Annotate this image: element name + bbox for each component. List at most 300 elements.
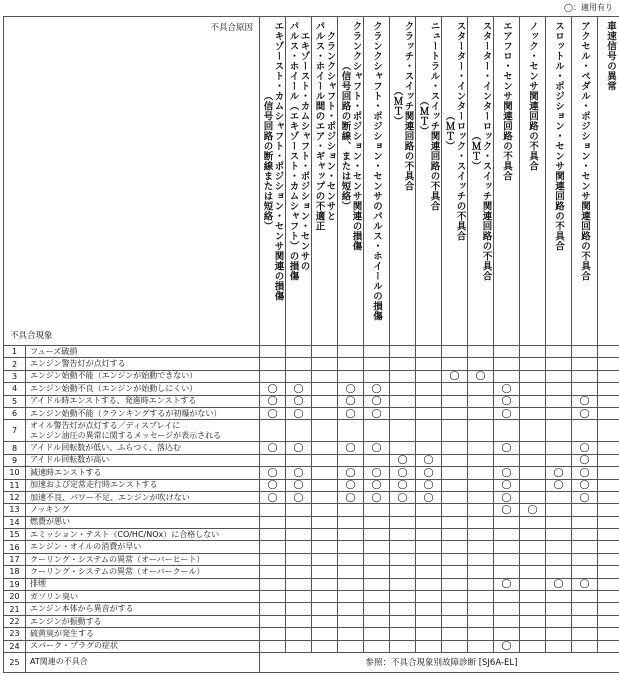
applicability-cell (416, 407, 442, 419)
applicability-cell (390, 628, 416, 640)
applicability-cell (416, 346, 442, 358)
applicability-cell (520, 383, 546, 395)
applicability-cell (260, 504, 286, 516)
symptom-name: フューズ破損 (26, 346, 260, 358)
table-row (4, 541, 619, 553)
applicable-mark: ◯ (371, 396, 382, 407)
applicability-cell (416, 395, 442, 407)
applicability-cell (364, 491, 390, 503)
applicability-cell (468, 553, 494, 565)
symptom-name: エンジン警告灯が点灯する (26, 358, 260, 370)
applicability-cell (390, 566, 416, 578)
row-number: 5 (4, 395, 26, 407)
row-number: 4 (4, 383, 26, 395)
applicable-mark: ◯ (345, 383, 356, 394)
applicability-cell (468, 370, 494, 382)
applicability-cell (286, 640, 312, 652)
applicability-cell (442, 358, 468, 370)
table-row (4, 407, 619, 419)
applicable-mark: ◯ (293, 443, 304, 454)
table-corner (4, 17, 260, 346)
applicable-mark: ◯ (293, 492, 304, 503)
applicable-mark: ◯ (423, 455, 434, 466)
applicability-cell (520, 504, 546, 516)
applicability-cell (286, 420, 312, 442)
applicability-cell (416, 491, 442, 503)
applicability-cell (312, 346, 338, 358)
applicability-cell (442, 395, 468, 407)
cause-column-label: エキゾースト・カムシャフト・ポジション・センサの パルス・ホイール（エキゾースト・カムシャフト）の損傷 (287, 21, 310, 281)
row-number: 17 (4, 553, 26, 565)
applicability-cell (520, 591, 546, 603)
applicability-cell (312, 442, 338, 454)
applicability-cell (286, 370, 312, 382)
table-row (4, 529, 619, 541)
applicability-cell (598, 407, 619, 419)
applicability-cell (572, 420, 598, 442)
applicability-cell (338, 407, 364, 419)
applicable-mark: ◯ (501, 467, 512, 478)
table-row (4, 479, 619, 491)
applicability-cell (390, 383, 416, 395)
applicable-mark: ◯ (579, 492, 590, 503)
applicability-cell (572, 407, 598, 419)
applicability-cell (494, 628, 520, 640)
applicability-cell (546, 467, 572, 479)
table-row (4, 395, 619, 407)
applicability-cell (260, 407, 286, 419)
cause-column-header (364, 17, 390, 346)
applicability-cell (338, 491, 364, 503)
applicability-cell (286, 615, 312, 627)
row-number: 23 (4, 628, 26, 640)
applicable-mark: ◯ (579, 455, 590, 466)
applicability-cell (338, 370, 364, 382)
cause-column-header (520, 17, 546, 346)
applicability-cell (572, 640, 598, 652)
symptom-name: ノッキング (26, 504, 260, 516)
applicability-cell (442, 566, 468, 578)
applicability-cell (468, 479, 494, 491)
applicability-cell (286, 467, 312, 479)
applicability-cell (260, 383, 286, 395)
applicability-cell (520, 578, 546, 590)
table-row (4, 442, 619, 454)
applicability-cell (598, 566, 619, 578)
applicability-cell (312, 603, 338, 615)
applicability-cell (546, 420, 572, 442)
table-row (4, 640, 619, 652)
applicability-cell (572, 395, 598, 407)
applicable-mark: ◯ (501, 383, 512, 394)
applicability-cell (468, 395, 494, 407)
applicability-cell (312, 383, 338, 395)
applicability-cell (494, 395, 520, 407)
applicability-cell (364, 383, 390, 395)
symptom-name: 燃費が悪い (26, 516, 260, 528)
applicability-cell (286, 628, 312, 640)
applicability-cell (598, 603, 619, 615)
applicability-cell (416, 566, 442, 578)
applicability-cell (468, 454, 494, 466)
applicability-cell (416, 358, 442, 370)
applicability-cell (260, 640, 286, 652)
table-body (4, 346, 619, 673)
applicability-cell (338, 591, 364, 603)
applicability-cell (546, 383, 572, 395)
cause-column-header (416, 17, 442, 346)
applicable-mark: ◯ (397, 492, 408, 503)
applicability-cell (572, 370, 598, 382)
row-number: 9 (4, 454, 26, 466)
applicability-cell (598, 615, 619, 627)
applicability-cell (364, 479, 390, 491)
applicability-cell (390, 467, 416, 479)
applicability-cell (546, 628, 572, 640)
applicability-cell (598, 628, 619, 640)
applicability-cell (390, 591, 416, 603)
applicability-cell (416, 615, 442, 627)
applicability-cell (364, 370, 390, 382)
applicability-cell (286, 591, 312, 603)
applicability-cell (598, 395, 619, 407)
cause-column-label: スターター・インターロック・スイッチ関連回路の不具合 （ＭＴ） (469, 21, 492, 281)
applicability-cell (494, 541, 520, 553)
applicability-cell (312, 628, 338, 640)
applicability-cell (364, 358, 390, 370)
applicability-cell (494, 553, 520, 565)
applicability-cell (260, 615, 286, 627)
applicability-cell (494, 615, 520, 627)
row-number: 21 (4, 603, 26, 615)
applicability-cell (442, 615, 468, 627)
applicability-cell (260, 346, 286, 358)
applicability-cell (546, 591, 572, 603)
applicability-cell (494, 407, 520, 419)
applicability-cell (520, 346, 546, 358)
applicability-cell (390, 442, 416, 454)
applicability-cell (572, 553, 598, 565)
applicable-mark: ◯ (501, 408, 512, 419)
applicability-cell (494, 603, 520, 615)
applicability-cell (494, 591, 520, 603)
applicability-cell (260, 479, 286, 491)
applicability-cell (416, 640, 442, 652)
applicability-cell (364, 628, 390, 640)
applicable-mark: ◯ (475, 371, 486, 382)
applicability-cell (416, 591, 442, 603)
applicable-mark: ◯ (267, 492, 278, 503)
applicability-cell (390, 529, 416, 541)
applicability-cell (520, 628, 546, 640)
cause-column-header (442, 17, 468, 346)
applicability-cell (572, 516, 598, 528)
applicability-cell (546, 491, 572, 503)
applicability-cell (442, 454, 468, 466)
applicability-cell (338, 640, 364, 652)
applicable-mark: ◯ (345, 408, 356, 419)
applicability-cell (416, 479, 442, 491)
applicability-cell (312, 615, 338, 627)
applicability-cell (390, 395, 416, 407)
applicability-cell (442, 383, 468, 395)
applicability-cell (494, 370, 520, 382)
applicability-cell (494, 516, 520, 528)
applicability-cell (364, 420, 390, 442)
applicability-cell (312, 370, 338, 382)
applicability-cell (416, 467, 442, 479)
applicability-cell (260, 529, 286, 541)
applicability-cell (546, 370, 572, 382)
row-number: 18 (4, 566, 26, 578)
applicable-mark: ◯ (371, 492, 382, 503)
symptom-name: スパーク・プラグの症状 (26, 640, 260, 652)
applicability-cell (546, 407, 572, 419)
applicability-cell (312, 395, 338, 407)
applicability-cell (390, 504, 416, 516)
applicability-cell (338, 566, 364, 578)
applicability-cell (390, 603, 416, 615)
applicability-cell (390, 479, 416, 491)
applicability-cell (364, 504, 390, 516)
row-number: 10 (4, 467, 26, 479)
applicable-mark: ◯ (293, 396, 304, 407)
applicable-mark: ◯ (501, 504, 512, 515)
applicability-cell (260, 628, 286, 640)
applicability-cell (286, 541, 312, 553)
applicable-mark: ◯ (501, 396, 512, 407)
reference-note: 参照：不具合現象別故障診断 [SJ6A-EL] (260, 652, 619, 672)
table-row (4, 591, 619, 603)
applicability-cell (572, 454, 598, 466)
applicability-cell (338, 541, 364, 553)
applicable-mark: ◯ (579, 579, 590, 590)
applicable-mark: ◯ (267, 480, 278, 491)
applicability-cell (312, 591, 338, 603)
row-number: 11 (4, 479, 26, 491)
applicability-cell (416, 383, 442, 395)
applicability-cell (520, 529, 546, 541)
table-row (4, 491, 619, 503)
applicability-cell (338, 529, 364, 541)
symptom-name: 減速時エンストする (26, 467, 260, 479)
cause-column-label: クランクシャフト・ポジション・センサ関連の損傷 （信号回路の断線、または短絡） (339, 21, 362, 251)
table-row (4, 383, 619, 395)
applicable-mark: ◯ (345, 492, 356, 503)
applicability-cell (598, 467, 619, 479)
symptom-name: ガソリン臭い (26, 591, 260, 603)
symptom-name: 加速不良、パワー不足、エンジンが吹けない (26, 491, 260, 503)
table-row (4, 504, 619, 516)
applicable-mark: ◯ (293, 467, 304, 478)
symptom-name: エンジン本体から異音がする (26, 603, 260, 615)
applicable-mark: ◯ (267, 467, 278, 478)
applicability-cell (572, 615, 598, 627)
applicability-cell (390, 358, 416, 370)
symptom-name: オイル警告灯が点灯する／ディスプレイに エンジン油圧の異常に関するメッセージが表示される (26, 420, 260, 442)
applicability-cell (468, 640, 494, 652)
cause-column-header (390, 17, 416, 346)
table-row (4, 516, 619, 528)
applicability-cell (546, 603, 572, 615)
applicable-mark: ◯ (267, 396, 278, 407)
applicability-cell (286, 383, 312, 395)
applicability-cell (260, 578, 286, 590)
applicability-cell (468, 603, 494, 615)
applicability-cell (390, 407, 416, 419)
applicability-cell (598, 454, 619, 466)
applicability-cell (260, 553, 286, 565)
table-row (4, 603, 619, 615)
applicability-cell (338, 479, 364, 491)
applicability-cell (572, 358, 598, 370)
table-row (4, 566, 619, 578)
row-number: 15 (4, 529, 26, 541)
applicability-cell (520, 640, 546, 652)
table-row (4, 652, 619, 672)
applicability-cell (546, 566, 572, 578)
applicable-mark: ◯ (345, 396, 356, 407)
applicability-cell (416, 420, 442, 442)
applicability-cell (442, 603, 468, 615)
cause-column-label: スターター・インターロック・スイッチの不具合 （ＭＴ） (443, 21, 466, 241)
applicability-cell (416, 541, 442, 553)
applicability-cell (338, 346, 364, 358)
table-row (4, 628, 619, 640)
applicability-cell (312, 578, 338, 590)
applicability-cell (598, 578, 619, 590)
applicability-cell (520, 467, 546, 479)
applicability-cell (468, 467, 494, 479)
applicability-cell (572, 591, 598, 603)
applicability-cell (598, 591, 619, 603)
applicability-cell (442, 541, 468, 553)
applicability-cell (312, 407, 338, 419)
row-number: 3 (4, 370, 26, 382)
applicability-cell (546, 479, 572, 491)
cause-column-header (598, 17, 619, 346)
row-number: 1 (4, 346, 26, 358)
applicability-cell (442, 553, 468, 565)
applicable-mark: ◯ (371, 383, 382, 394)
applicability-cell (416, 454, 442, 466)
applicability-cell (338, 442, 364, 454)
applicability-cell (338, 603, 364, 615)
applicability-cell (494, 442, 520, 454)
row-number: 14 (4, 516, 26, 528)
applicability-cell (286, 504, 312, 516)
applicability-cell (338, 553, 364, 565)
applicability-cell (494, 454, 520, 466)
applicable-mark: ◯ (553, 480, 564, 491)
cause-column-label: アクセル・ペダル・ポジション・センサ関連回路の不具合 (579, 21, 590, 281)
cause-column-label: 車速信号の異常 (605, 21, 616, 91)
applicability-cell (598, 442, 619, 454)
applicable-mark: ◯ (371, 443, 382, 454)
applicability-cell (598, 541, 619, 553)
applicability-cell (494, 383, 520, 395)
applicability-cell (442, 370, 468, 382)
applicability-cell (468, 407, 494, 419)
applicable-mark: ◯ (579, 480, 590, 491)
applicability-cell (338, 504, 364, 516)
applicability-cell (598, 420, 619, 442)
applicability-cell (572, 491, 598, 503)
applicability-cell (364, 603, 390, 615)
applicable-mark: ◯ (579, 467, 590, 478)
row-number: 19 (4, 578, 26, 590)
applicability-cell (598, 516, 619, 528)
applicability-cell (520, 370, 546, 382)
applicable-mark: ◯ (267, 383, 278, 394)
applicability-cell (598, 504, 619, 516)
applicability-cell (364, 553, 390, 565)
symptom-name: エンジンが振動する (26, 615, 260, 627)
applicability-cell (546, 442, 572, 454)
applicability-cell (442, 407, 468, 419)
applicability-cell (390, 454, 416, 466)
applicability-cell (572, 346, 598, 358)
applicability-cell (520, 358, 546, 370)
applicable-mark: ◯ (501, 443, 512, 454)
cause-column-header (546, 17, 572, 346)
applicability-cell (546, 346, 572, 358)
applicability-cell (468, 383, 494, 395)
applicable-mark: ◯ (423, 480, 434, 491)
cause-column-header (494, 17, 520, 346)
applicability-cell (364, 395, 390, 407)
applicability-cell (546, 541, 572, 553)
applicability-cell (286, 346, 312, 358)
table-row (4, 346, 619, 358)
row-number: 13 (4, 504, 26, 516)
applicability-cell (572, 628, 598, 640)
applicability-cell (286, 442, 312, 454)
applicability-cell (312, 420, 338, 442)
applicability-cell (442, 420, 468, 442)
applicability-cell (260, 370, 286, 382)
applicability-cell (546, 578, 572, 590)
applicable-mark: ◯ (501, 579, 512, 590)
table-row (4, 578, 619, 590)
applicability-cell (260, 591, 286, 603)
applicability-cell (468, 420, 494, 442)
applicability-cell (520, 603, 546, 615)
table-row (4, 358, 619, 370)
applicability-cell (494, 566, 520, 578)
applicable-mark: ◯ (397, 455, 408, 466)
symptom-name: 加速および定常走行時エンストする (26, 479, 260, 491)
applicability-cell (468, 442, 494, 454)
applicable-mark: ◯ (423, 492, 434, 503)
applicability-cell (312, 479, 338, 491)
applicability-cell (364, 407, 390, 419)
applicability-cell (598, 370, 619, 382)
applicable-mark: ◯ (293, 383, 304, 394)
applicability-cell (572, 467, 598, 479)
applicability-cell (598, 383, 619, 395)
applicability-cell (494, 491, 520, 503)
applicability-cell (494, 504, 520, 516)
row-number: 25 (4, 652, 26, 672)
row-number: 2 (4, 358, 26, 370)
applicability-cell (260, 491, 286, 503)
symptom-name: エンジン・オイルの消費が早い (26, 541, 260, 553)
cause-column-label: ノック・センサ関連回路の不具合 (527, 21, 538, 171)
applicability-cell (312, 504, 338, 516)
applicable-mark: ◯ (397, 480, 408, 491)
symptom-name: 排煙 (26, 578, 260, 590)
